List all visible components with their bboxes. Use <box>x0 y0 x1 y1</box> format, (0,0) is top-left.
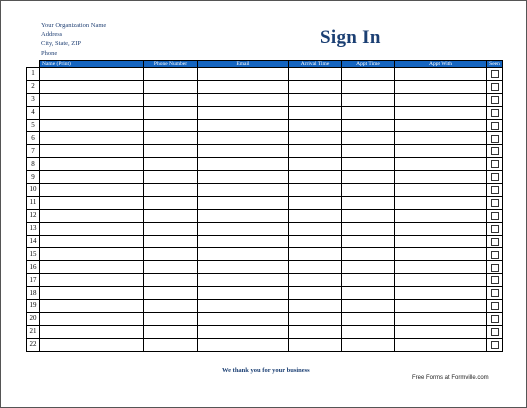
row-number: 9 <box>27 171 40 184</box>
row-number-header <box>27 61 40 68</box>
seen-checkbox[interactable] <box>491 264 499 272</box>
row-number: 12 <box>27 209 40 222</box>
seen-checkbox[interactable] <box>491 135 499 143</box>
seen-cell <box>487 261 503 274</box>
seen-cell <box>487 287 503 300</box>
table-header-row <box>27 61 503 68</box>
arrival-time-cell[interactable] <box>289 274 342 287</box>
table-row <box>27 222 503 235</box>
appt-with-cell[interactable] <box>395 248 487 261</box>
email-cell[interactable] <box>198 312 289 325</box>
seen-cell <box>487 80 503 93</box>
phone-cell[interactable] <box>144 171 198 184</box>
column-header-seen: Seen <box>487 61 503 68</box>
column-header-phone: Phone Number <box>144 61 198 68</box>
arrival-time-cell[interactable] <box>289 338 342 351</box>
seen-cell <box>487 274 503 287</box>
email-cell[interactable] <box>198 325 289 338</box>
phone-cell[interactable] <box>144 145 198 158</box>
seen-cell <box>487 132 503 145</box>
name-cell[interactable] <box>40 261 144 274</box>
seen-checkbox[interactable] <box>491 186 499 194</box>
table-row <box>27 68 503 81</box>
seen-cell <box>487 119 503 132</box>
phone-cell[interactable] <box>144 261 198 274</box>
appt-with-cell[interactable] <box>395 325 487 338</box>
table-row <box>27 274 503 287</box>
row-number: 2 <box>27 80 40 93</box>
phone-cell[interactable] <box>144 274 198 287</box>
arrival-time-cell[interactable] <box>289 119 342 132</box>
arrival-time-cell[interactable] <box>289 312 342 325</box>
appt-with-cell[interactable] <box>395 300 487 313</box>
appt-with-cell[interactable] <box>395 184 487 197</box>
seen-cell <box>487 93 503 106</box>
table-row <box>27 235 503 248</box>
seen-checkbox[interactable] <box>491 251 499 259</box>
table-row <box>27 312 503 325</box>
seen-cell <box>487 312 503 325</box>
name-cell[interactable] <box>40 68 144 81</box>
appt-with-cell[interactable] <box>395 80 487 93</box>
row-number: 21 <box>27 325 40 338</box>
email-cell[interactable] <box>198 209 289 222</box>
phone-cell[interactable] <box>144 93 198 106</box>
phone-cell[interactable] <box>144 300 198 313</box>
appt-time-cell[interactable] <box>342 325 395 338</box>
phone-cell[interactable] <box>144 312 198 325</box>
name-cell[interactable] <box>40 171 144 184</box>
arrival-time-cell[interactable] <box>289 300 342 313</box>
table-row <box>27 184 503 197</box>
seen-cell <box>487 300 503 313</box>
appt-time-cell[interactable] <box>342 312 395 325</box>
appt-time-cell[interactable] <box>342 68 395 81</box>
table-row <box>27 80 503 93</box>
phone-cell[interactable] <box>144 222 198 235</box>
name-cell[interactable] <box>40 300 144 313</box>
phone-cell[interactable] <box>144 80 198 93</box>
email-cell[interactable] <box>198 274 289 287</box>
org-address: Address <box>41 31 63 39</box>
appt-with-cell[interactable] <box>395 274 487 287</box>
appt-with-cell[interactable] <box>395 171 487 184</box>
appt-with-cell[interactable] <box>395 119 487 132</box>
phone-cell[interactable] <box>144 106 198 119</box>
seen-checkbox[interactable] <box>491 96 499 104</box>
row-number: 7 <box>27 145 40 158</box>
email-cell[interactable] <box>198 338 289 351</box>
phone-cell[interactable] <box>144 248 198 261</box>
row-number: 11 <box>27 196 40 209</box>
appt-time-cell[interactable] <box>342 196 395 209</box>
name-cell[interactable] <box>40 80 144 93</box>
seen-cell <box>487 222 503 235</box>
org-phone: Phone <box>41 49 58 57</box>
arrival-time-cell[interactable] <box>289 222 342 235</box>
appt-time-cell[interactable] <box>342 145 395 158</box>
row-number: 4 <box>27 106 40 119</box>
appt-time-cell[interactable] <box>342 132 395 145</box>
row-number: 15 <box>27 248 40 261</box>
appt-with-cell[interactable] <box>395 68 487 81</box>
seen-cell <box>487 209 503 222</box>
email-cell[interactable] <box>198 261 289 274</box>
email-cell[interactable] <box>198 171 289 184</box>
table-row <box>27 158 503 171</box>
table-row <box>27 209 503 222</box>
row-number: 13 <box>27 222 40 235</box>
name-cell[interactable] <box>40 132 144 145</box>
arrival-time-cell[interactable] <box>289 325 342 338</box>
appt-time-cell[interactable] <box>342 248 395 261</box>
appt-with-cell[interactable] <box>395 145 487 158</box>
name-cell[interactable] <box>40 222 144 235</box>
table-row <box>27 287 503 300</box>
seen-cell <box>487 196 503 209</box>
appt-time-cell[interactable] <box>342 171 395 184</box>
appt-time-cell[interactable] <box>342 93 395 106</box>
seen-checkbox[interactable] <box>491 225 499 233</box>
name-cell[interactable] <box>40 209 144 222</box>
seen-checkbox[interactable] <box>491 122 499 130</box>
appt-with-cell[interactable] <box>395 93 487 106</box>
column-header-appt-time: Appt Time <box>342 61 395 68</box>
row-number: 6 <box>27 132 40 145</box>
email-cell[interactable] <box>198 119 289 132</box>
phone-cell[interactable] <box>144 132 198 145</box>
footer-credit: Free Forms at Formville.com <box>412 375 489 381</box>
row-number: 22 <box>27 338 40 351</box>
email-cell[interactable] <box>198 132 289 145</box>
arrival-time-cell[interactable] <box>289 235 342 248</box>
table-row <box>27 300 503 313</box>
phone-cell[interactable] <box>144 158 198 171</box>
table-row <box>27 93 503 106</box>
appt-time-cell[interactable] <box>342 287 395 300</box>
arrival-time-cell[interactable] <box>289 158 342 171</box>
seen-checkbox[interactable] <box>491 238 499 246</box>
seen-checkbox[interactable] <box>491 341 499 349</box>
table-row <box>27 171 503 184</box>
row-number: 17 <box>27 274 40 287</box>
phone-cell[interactable] <box>144 196 198 209</box>
seen-checkbox[interactable] <box>491 328 499 336</box>
table-row <box>27 248 503 261</box>
appt-time-cell[interactable] <box>342 209 395 222</box>
row-number: 16 <box>27 261 40 274</box>
seen-cell <box>487 235 503 248</box>
name-cell[interactable] <box>40 248 144 261</box>
arrival-time-cell[interactable] <box>289 184 342 197</box>
row-number: 8 <box>27 158 40 171</box>
arrival-time-cell[interactable] <box>289 132 342 145</box>
name-cell[interactable] <box>40 106 144 119</box>
column-header-name: Name (Print) <box>40 61 144 68</box>
phone-cell[interactable] <box>144 209 198 222</box>
email-cell[interactable] <box>198 248 289 261</box>
thank-you-note: We thank you for your business <box>222 367 310 374</box>
table-row <box>27 106 503 119</box>
email-cell[interactable] <box>198 300 289 313</box>
seen-cell <box>487 106 503 119</box>
table-row <box>27 261 503 274</box>
seen-cell <box>487 158 503 171</box>
appt-with-cell[interactable] <box>395 196 487 209</box>
name-cell[interactable] <box>40 312 144 325</box>
name-cell[interactable] <box>40 93 144 106</box>
seen-checkbox[interactable] <box>491 315 499 323</box>
appt-time-cell[interactable] <box>342 119 395 132</box>
table-row <box>27 132 503 145</box>
appt-time-cell[interactable] <box>342 274 395 287</box>
appt-with-cell[interactable] <box>395 106 487 119</box>
column-header-appt-with: Appt With <box>395 61 487 68</box>
row-number: 20 <box>27 312 40 325</box>
email-cell[interactable] <box>198 184 289 197</box>
appt-with-cell[interactable] <box>395 158 487 171</box>
seen-checkbox[interactable] <box>491 289 499 297</box>
email-cell[interactable] <box>198 196 289 209</box>
organization-block <box>41 21 106 58</box>
row-number: 18 <box>27 287 40 300</box>
table-row <box>27 196 503 209</box>
appt-with-cell[interactable] <box>395 132 487 145</box>
org-city-state-zip: City, State, ZIP <box>41 40 82 48</box>
seen-cell <box>487 68 503 81</box>
seen-checkbox[interactable] <box>491 302 499 310</box>
seen-checkbox[interactable] <box>491 160 499 168</box>
table-row <box>27 338 503 351</box>
seen-cell <box>487 171 503 184</box>
table-row <box>27 325 503 338</box>
table-row <box>27 119 503 132</box>
phone-cell[interactable] <box>144 338 198 351</box>
appt-time-cell[interactable] <box>342 300 395 313</box>
email-cell[interactable] <box>198 68 289 81</box>
name-cell[interactable] <box>40 158 144 171</box>
name-cell[interactable] <box>40 184 144 197</box>
arrival-time-cell[interactable] <box>289 80 342 93</box>
name-cell[interactable] <box>40 235 144 248</box>
page-title: Sign In <box>320 27 381 48</box>
row-number: 1 <box>27 68 40 81</box>
appt-time-cell[interactable] <box>342 261 395 274</box>
appt-time-cell[interactable] <box>342 184 395 197</box>
appt-time-cell[interactable] <box>342 158 395 171</box>
appt-with-cell[interactable] <box>395 287 487 300</box>
appt-with-cell[interactable] <box>395 209 487 222</box>
arrival-time-cell[interactable] <box>289 287 342 300</box>
appt-with-cell[interactable] <box>395 312 487 325</box>
arrival-time-cell[interactable] <box>289 145 342 158</box>
arrival-time-cell[interactable] <box>289 248 342 261</box>
phone-cell[interactable] <box>144 68 198 81</box>
seen-checkbox[interactable] <box>491 70 499 78</box>
column-header-arrival-time: Arrival Time <box>289 61 342 68</box>
row-number: 3 <box>27 93 40 106</box>
phone-cell[interactable] <box>144 184 198 197</box>
phone-cell[interactable] <box>144 235 198 248</box>
seen-checkbox[interactable] <box>491 199 499 207</box>
seen-checkbox[interactable] <box>491 109 499 117</box>
name-cell[interactable] <box>40 338 144 351</box>
email-cell[interactable] <box>198 93 289 106</box>
appt-with-cell[interactable] <box>395 235 487 248</box>
seen-cell <box>487 184 503 197</box>
seen-checkbox[interactable] <box>491 173 499 181</box>
arrival-time-cell[interactable] <box>289 171 342 184</box>
phone-cell[interactable] <box>144 325 198 338</box>
column-header-email: Email <box>198 61 289 68</box>
name-cell[interactable] <box>40 196 144 209</box>
row-number: 10 <box>27 184 40 197</box>
name-cell[interactable] <box>40 325 144 338</box>
appt-time-cell[interactable] <box>342 235 395 248</box>
org-name: Your Organization Name <box>41 22 107 29</box>
appt-with-cell[interactable] <box>395 338 487 351</box>
name-cell[interactable] <box>40 119 144 132</box>
seen-cell <box>487 325 503 338</box>
email-cell[interactable] <box>198 287 289 300</box>
arrival-time-cell[interactable] <box>289 209 342 222</box>
row-number: 14 <box>27 235 40 248</box>
seen-cell <box>487 145 503 158</box>
email-cell[interactable] <box>198 158 289 171</box>
table-row <box>27 145 503 158</box>
seen-cell <box>487 248 503 261</box>
email-cell[interactable] <box>198 80 289 93</box>
phone-cell[interactable] <box>144 119 198 132</box>
table-body <box>27 68 503 352</box>
arrival-time-cell[interactable] <box>289 261 342 274</box>
seen-checkbox[interactable] <box>491 83 499 91</box>
appt-time-cell[interactable] <box>342 106 395 119</box>
arrival-time-cell[interactable] <box>289 196 342 209</box>
row-number: 19 <box>27 300 40 313</box>
name-cell[interactable] <box>40 274 144 287</box>
email-cell[interactable] <box>198 222 289 235</box>
email-cell[interactable] <box>198 145 289 158</box>
sign-in-table <box>26 60 503 352</box>
seen-checkbox[interactable] <box>491 212 499 220</box>
appt-time-cell[interactable] <box>342 338 395 351</box>
appt-time-cell[interactable] <box>342 222 395 235</box>
arrival-time-cell[interactable] <box>289 68 342 81</box>
appt-with-cell[interactable] <box>395 261 487 274</box>
email-cell[interactable] <box>198 235 289 248</box>
seen-checkbox[interactable] <box>491 276 499 284</box>
name-cell[interactable] <box>40 287 144 300</box>
arrival-time-cell[interactable] <box>289 106 342 119</box>
seen-cell <box>487 338 503 351</box>
appt-with-cell[interactable] <box>395 222 487 235</box>
arrival-time-cell[interactable] <box>289 93 342 106</box>
row-number: 5 <box>27 119 40 132</box>
seen-checkbox[interactable] <box>491 147 499 155</box>
email-cell[interactable] <box>198 106 289 119</box>
phone-cell[interactable] <box>144 287 198 300</box>
name-cell[interactable] <box>40 145 144 158</box>
appt-time-cell[interactable] <box>342 80 395 93</box>
